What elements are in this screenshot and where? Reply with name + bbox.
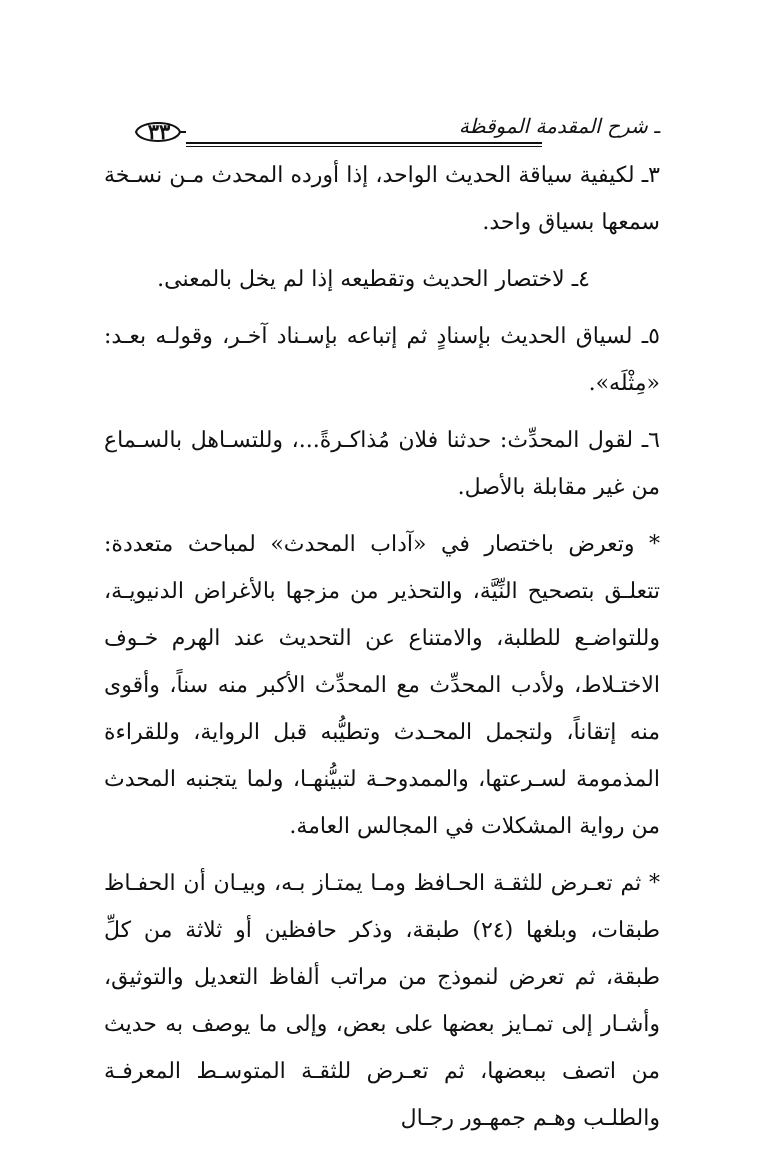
paragraph-item-5: ٥ـ لسياق الحديث بإسنادٍ ثم إتباعه بإسـناد آخـر، وقولـه بعـد: «مِثْلَه». (104, 324, 660, 396)
paragraph-item-6: ٦ـ لقول المحدِّث: حدثنا فلان مُذاكـرةً...، وللتسـاهل بالسـماع من غير مقابلة بالأصل. (104, 428, 660, 500)
header-rule (186, 142, 542, 147)
running-header-title: ـ شرح المقدمة الموقظة (458, 114, 660, 138)
paragraph-item-3: ٣ـ لكيفية سياقة الحديث الواحد، إذا أورده المحدث مـن نسـخة سمعها بسياق واحد. (104, 163, 660, 235)
page-number: ٣٣ (147, 119, 171, 144)
running-header (130, 112, 660, 152)
paragraph-hadith-scholar-etiquette: * وتعرض باختصار في «آداب المحدث» لمباحث متعددة: تتعلـق بتصحيح النِّيَّة، والتحذير من مزجها بالأغراض الدنيويـة، وللتواضـع للطلبة، والامتناع عن التحديث عند الهرم خـوف الاختـلاط، ولأدب المحدِّث مع المحدِّث الأكبر منه سناً، وأقوى منه إتقاناً، ولتجمل المحـدث وتطيُّبه قبل الرواية، وللقراءة المذمومة لسـرعتها، والممدوحـة لتبيُّنهـا، ولما يتجنبه المحدث من رواية المشكلات في المجالس العامة. (104, 532, 660, 839)
paragraph-item-4: ٤ـ لاختصار الحديث وتقطيعه إذا لم يخل بالمعنى. (157, 267, 590, 292)
page-number-badge (130, 114, 186, 150)
body-text (104, 152, 660, 1152)
paragraph-trustworthy-hafiz: * ثم تعـرض للثقـة الحـافظ ومـا يمتـاز بـه، وبيـان أن الحفـاظ طبقات، وبلغها (٢٤) طبقة، وذكر حافظين أو ثلاثة من كلِّ طبقة، ثم تعرض لنموذج من مراتب ألفاظ التعديل والتوثيق، وأشـار إلى تمـايز بعضها على بعض، وإلى ما يوصف به حديث من اتصف ببعضها، ثم تعـرض للثقـة المتوسـط المعرفـة والطلـب وهـم جمهـور رجـال (104, 871, 660, 1131)
